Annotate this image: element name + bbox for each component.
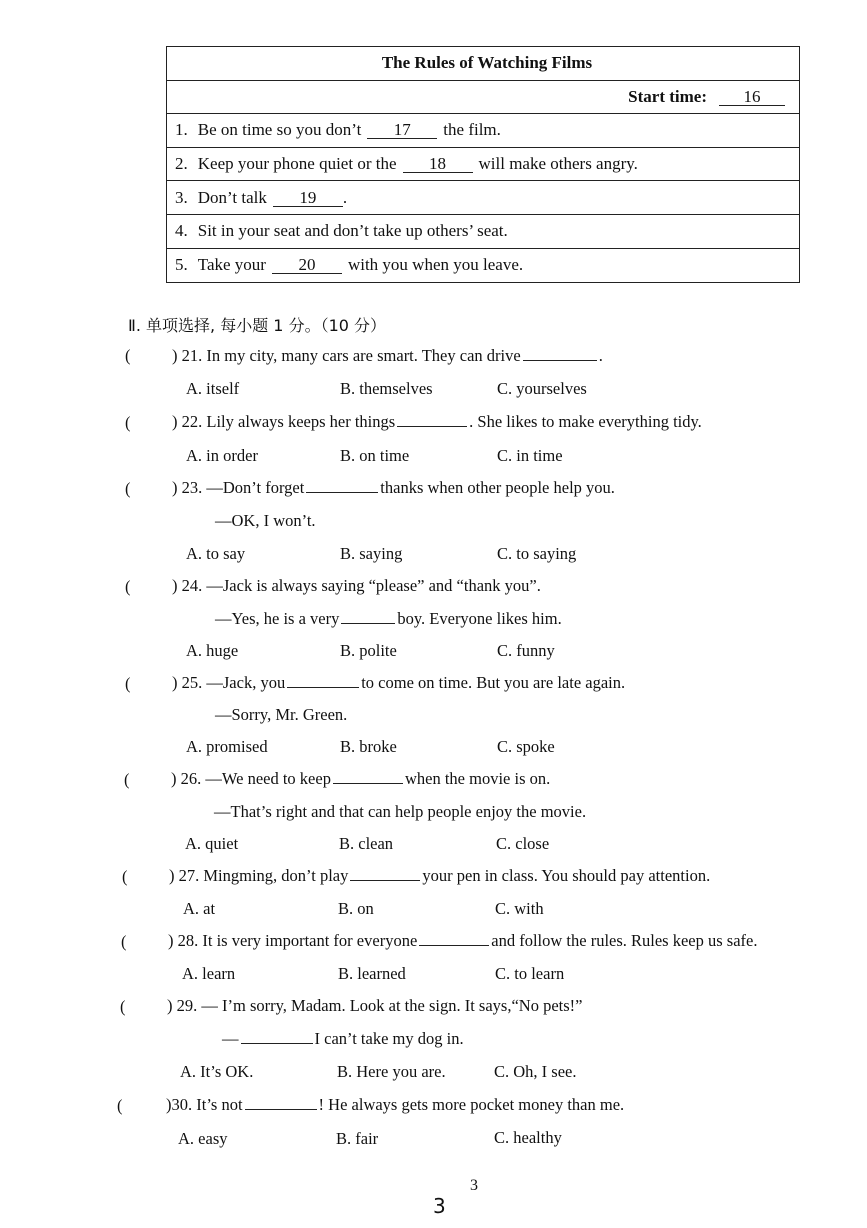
question-22 [172, 412, 702, 432]
option-a[interactable]: A. huge [186, 641, 239, 660]
rule-text: Be on time so you don’t [197, 120, 362, 140]
question-30 [166, 1095, 624, 1115]
rule-text: the film. [443, 120, 501, 140]
rule-number: 5. [175, 255, 188, 275]
answer-paren[interactable]: ( [117, 1096, 123, 1115]
question-text: —We need to keep [205, 769, 331, 788]
question-text: It’s not [196, 1095, 243, 1114]
answer-blank [306, 478, 378, 493]
answer-paren[interactable]: ( [121, 932, 127, 951]
question-text: — [222, 1029, 239, 1048]
rule-row-5 [167, 249, 799, 283]
question-number: ) 29. [167, 996, 198, 1015]
option-c[interactable]: C. with [495, 899, 544, 918]
rule-number: 3. [175, 187, 188, 207]
question-number: ) 24. [172, 576, 203, 595]
rules-table [166, 46, 800, 283]
question-text: It is very important for everyone [202, 931, 418, 950]
question-text: In my city, many cars are smart. They can drive [206, 346, 521, 365]
rule-number: 1. [175, 120, 188, 140]
question-text: when the movie is on. [404, 769, 551, 788]
question-24 [172, 576, 541, 596]
question-text: —Jack is always saying “please” and “thank you”. [206, 576, 541, 595]
rule-number: 2. [175, 154, 188, 174]
question-number: ) 22. [172, 412, 203, 431]
option-a[interactable]: A. promised [186, 737, 268, 756]
question-25 [172, 673, 625, 693]
rule-blank: 17 [367, 121, 437, 139]
option-c[interactable]: C. Oh, I see. [494, 1062, 577, 1081]
question-number: ) 25. [172, 673, 203, 692]
question-text: Mingming, don’t play [203, 866, 349, 885]
rule-text: Sit in your seat and don’t take up others’ seat. [197, 221, 508, 241]
rule-row-4 [167, 215, 799, 249]
option-a[interactable]: A. learn [182, 964, 236, 983]
answer-blank [341, 609, 395, 624]
option-a[interactable]: A. itself [186, 379, 240, 398]
option-b[interactable]: B. Here you are. [337, 1062, 446, 1081]
answer-blank [287, 673, 359, 688]
question-29 [167, 996, 582, 1016]
rule-blank: 20 [272, 256, 342, 274]
question-number: ) 21. [172, 346, 203, 365]
answer-blank [241, 1029, 313, 1044]
option-b[interactable]: B. broke [340, 737, 397, 756]
dialogue-reply [222, 1029, 464, 1049]
question-number: ) 28. [168, 931, 199, 950]
rules-title-text: The Rules of Watching Films [381, 53, 593, 73]
question-number: )30. [166, 1095, 193, 1114]
option-b[interactable]: B. themselves [340, 379, 433, 398]
rule-text: Don’t talk [197, 187, 267, 207]
dialogue-reply: —That’s right and that can help people enjoy the movie. [214, 802, 587, 821]
option-c[interactable]: C. healthy [494, 1128, 562, 1147]
option-b[interactable]: B. polite [340, 641, 397, 660]
option-c[interactable]: C. in time [497, 446, 563, 465]
answer-blank [419, 931, 489, 946]
option-c[interactable]: C. close [496, 834, 550, 853]
question-text: . [598, 346, 603, 365]
answer-paren[interactable]: ( [125, 346, 131, 365]
option-b[interactable]: B. learned [338, 964, 406, 983]
answer-paren[interactable]: ( [122, 867, 128, 886]
question-text: I can’t take my dog in. [314, 1029, 464, 1048]
option-c[interactable]: C. to learn [495, 964, 565, 983]
answer-paren[interactable]: ( [125, 674, 131, 693]
question-text: your pen in class. You should pay attention. [422, 866, 711, 885]
rule-number: 4. [175, 221, 188, 241]
rule-text: Take your [197, 255, 266, 275]
option-a[interactable]: A. easy [178, 1129, 228, 1148]
rule-blank: 18 [403, 155, 473, 173]
question-text: . She likes to make everything tidy. [469, 412, 702, 431]
answer-paren[interactable]: ( [125, 479, 131, 498]
option-a[interactable]: A. at [183, 899, 216, 918]
option-c[interactable]: C. to saying [497, 544, 577, 563]
answer-blank [245, 1095, 317, 1110]
rule-blank: 19 [273, 189, 343, 207]
question-28 [168, 931, 758, 951]
section-heading: Ⅱ. 单项选择, 每小题 1 分。（10 分） [128, 316, 387, 335]
rule-text: . [342, 187, 348, 207]
question-text: —Yes, he is a very [215, 609, 340, 628]
option-a[interactable]: A. It’s OK. [180, 1062, 254, 1081]
start-time-label: Start time: [628, 86, 707, 106]
question-text: boy. Everyone likes him. [397, 609, 562, 628]
question-27 [169, 866, 710, 886]
question-23 [172, 478, 615, 498]
option-b[interactable]: B. fair [336, 1129, 379, 1148]
rule-row-2 [167, 148, 799, 182]
rule-text: will make others angry. [478, 154, 638, 174]
question-26 [171, 769, 550, 789]
answer-paren[interactable]: ( [125, 577, 131, 596]
answer-paren[interactable]: ( [124, 770, 130, 789]
question-text: — I’m sorry, Madam. Look at the sign. It says,“No pets!” [201, 996, 583, 1015]
question-text: Lily always keeps her things [206, 412, 396, 431]
rule-row-3 [167, 181, 799, 215]
question-text: to come on time. But you are late again. [361, 673, 626, 692]
page-number-large: 3 [433, 1194, 446, 1218]
option-a[interactable]: A. quiet [185, 834, 239, 853]
question-number: ) 27. [169, 866, 200, 885]
dialogue-reply: —Sorry, Mr. Green. [215, 705, 348, 724]
rule-text: Keep your phone quiet or the [197, 154, 397, 174]
option-b[interactable]: B. on [338, 899, 374, 918]
start-time-row [167, 81, 799, 115]
option-c[interactable]: C. funny [497, 641, 555, 660]
answer-paren[interactable]: ( [120, 997, 126, 1016]
question-number: ) 23. [172, 478, 203, 497]
answer-blank [333, 769, 403, 784]
question-text: —Don’t forget [206, 478, 305, 497]
question-text: —Jack, you [206, 673, 286, 692]
rule-text: with you when you leave. [347, 255, 524, 275]
option-c[interactable]: C. yourselves [497, 379, 587, 398]
dialogue-reply [215, 609, 562, 629]
start-time-value: 16 [719, 88, 785, 106]
page-number: 3 [470, 1177, 478, 1194]
dialogue-reply: —OK, I won’t. [215, 511, 316, 530]
question-text: thanks when other people help you. [380, 478, 615, 497]
option-b[interactable]: B. clean [339, 834, 394, 853]
answer-blank [350, 866, 420, 881]
option-b[interactable]: B. on time [340, 446, 410, 465]
question-number: ) 26. [171, 769, 202, 788]
rule-row-1 [167, 114, 799, 148]
question-text: ! He always gets more pocket money than me. [318, 1095, 625, 1114]
answer-blank [523, 346, 597, 361]
answer-paren[interactable]: ( [125, 413, 131, 432]
option-a[interactable]: A. in order [186, 446, 258, 465]
answer-blank [397, 412, 467, 427]
option-a[interactable]: A. to say [186, 544, 246, 563]
question-21 [172, 346, 603, 366]
rules-table-title [167, 47, 799, 81]
option-b[interactable]: B. saying [340, 544, 403, 563]
option-c[interactable]: C. spoke [497, 737, 555, 756]
question-text: and follow the rules. Rules keep us safe. [491, 931, 758, 950]
